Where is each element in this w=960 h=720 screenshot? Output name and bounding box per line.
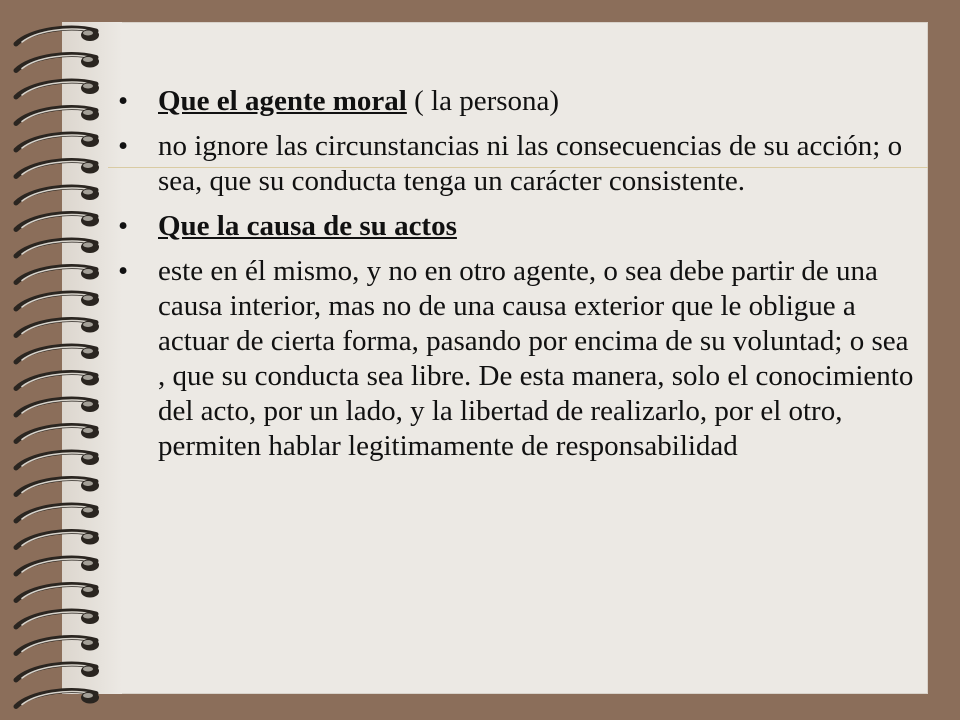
bullet-item-2 — [118, 129, 918, 199]
bullet-heading: Que la causa de su actos — [158, 210, 457, 242]
binding-ring — [16, 611, 99, 627]
bullet-glyph: • — [118, 255, 129, 287]
binding-ring — [16, 55, 99, 71]
bullet-heading: Que el agente moral — [158, 85, 407, 117]
bullet-glyph: • — [118, 85, 129, 117]
bullet-text: no ignore las circunstancias ni las consecuencias de su acción; o sea, que su conducta tenga un carácter consistente. — [158, 130, 903, 197]
bullet-item-1 — [118, 84, 918, 119]
binding-ring — [16, 558, 99, 574]
binding-ring — [16, 505, 99, 521]
binding-ring — [16, 399, 99, 415]
bullet-text: este en él mismo, y no en otro agente, o sea debe partir de una causa interior, mas no de una causa exterior que le obligue a actuar de cierta forma, pasando por encima de su voluntad; o sea , que su conducta sea libre. De esta manera, solo el conocimiento del acto, por un lado, y la libertad de realizarlo, por el otro, permiten hablar legitimamente de responsabilidad — [158, 255, 914, 462]
binding-ring — [16, 452, 99, 468]
binding-ring — [16, 664, 99, 680]
binding-ring — [16, 691, 99, 707]
bullet-glyph: • — [118, 210, 129, 242]
binding-ring — [16, 134, 99, 150]
binding-ring — [16, 240, 99, 256]
bullet-item-4 — [118, 254, 918, 464]
binding-ring — [16, 585, 99, 601]
binding-ring — [16, 267, 99, 283]
binding-ring — [16, 187, 99, 203]
spiral-binding-icon — [0, 0, 130, 720]
binding-ring — [16, 293, 99, 309]
binding-ring — [16, 638, 99, 654]
binding-ring — [16, 479, 99, 495]
binding-ring — [16, 373, 99, 389]
binding-ring — [16, 346, 99, 362]
bullet-glyph: • — [118, 130, 129, 162]
binding-ring — [16, 161, 99, 177]
binding-ring — [16, 426, 99, 442]
bullet-item-3 — [118, 209, 918, 244]
binding-ring — [16, 28, 99, 44]
bullet-heading-note: ( la persona) — [406, 85, 560, 117]
binding-ring — [16, 532, 99, 548]
binding-ring — [16, 81, 99, 97]
slide-content — [118, 84, 918, 474]
binding-ring — [16, 108, 99, 124]
binding-ring — [16, 214, 99, 230]
binding-ring — [16, 320, 99, 336]
